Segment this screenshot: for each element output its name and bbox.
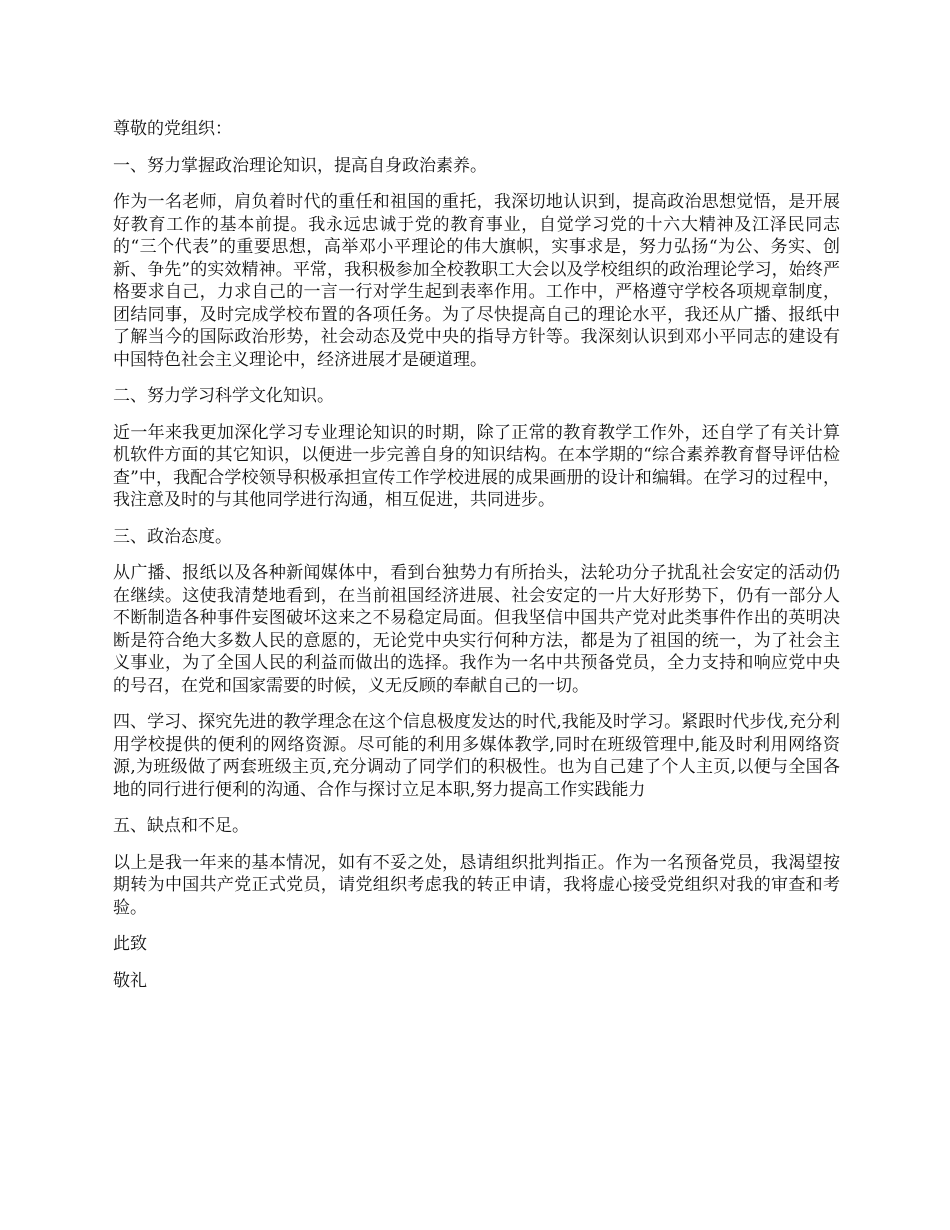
section-3-heading: 三、政治态度。 xyxy=(113,526,232,547)
closing-line-1: 此致 xyxy=(113,934,147,954)
section-3-paragraph: 从广播、报纸以及各种新闻媒体中，看到台独势力有所抬头，法轮功分子扰乱社会安定的活动仍在继续。这使我清楚地看到，在当前祖国经济进展、社会安定的一片大好形势下，仍有一部分人不断制造各种事件妄图破坏这来之不易稳定局面。但我坚信中国共产党对此类事件作出的英明决断是符合绝大多数人民的意愿的，无论党中央实行何种方法，都是为了祖国的统一，为了社会主义事业，为了全国人民的利益而做出的选择。我作为一名中共预备党员，全力支持和响应党中央的号召，在党和国家需要的时候，义无反顾的奉献自己的一切。 xyxy=(113,563,840,696)
section-2-paragraph: 近一年来我更加深化学习专业理论知识的时期，除了正常的教育教学工作外，还自学了有关计算机软件方面的其它知识，以便进一步完善自身的知识结构。在本学期的“综合素养教育督导评估检查”中，我配合学校领导积极承担宣传工作学校进展的成果画册的设计和编辑。在学习的过程中，我注意及时的与其他同学进行沟通，相互促进，共同进步。 xyxy=(113,422,840,510)
section-2-heading: 二、努力学习科学文化知识。 xyxy=(113,386,334,406)
closing-line-2: 敬礼 xyxy=(113,970,147,991)
section-5-heading: 五、缺点和不足。 xyxy=(113,816,249,836)
section-5-paragraph: 以上是我一年来的基本情况，如有不妥之处，恳请组织批判指正。作为一名预备党员，我渴望按期转为中国共产党正式党员，请党组织考虑我的转正申请，我将虚心接受党组织对我的审查和考验。 xyxy=(113,852,840,918)
document-body xyxy=(113,118,840,1006)
salutation: 尊敬的党组织： xyxy=(113,119,232,139)
section-1-heading: 一、努力掌握政治理论知识，提高自身政治素养。 xyxy=(113,155,487,176)
section-1-paragraph: 作为一名老师，肩负着时代的重任和祖国的重托，我深切地认识到，提高政治思想觉悟，是开展好教育工作的基本前提。我永远忠诚于党的教育事业，自觉学习党的十六大精神及江泽民同志的“三个代表”的重要思想，高举邓小平理论的伟大旗帜，实事求是，努力弘扬“为公、务实、创新、争先”的实效精神。平常，我积极参加全校教职工大会以及学校组织的政治理论学习，始终严格要求自己，力求自己的一言一行对学生起到表率作用。工作中，严格遵守学校各项规章制度，团结同事，及时完成学校布置的各项任务。为了尽快提高自己的理论水平，我还从广播、报纸中了解当今的国际政治形势，社会动态及党中央的指导方针等。我深刻认识到邓小平同志的建设有中国特色社会主义理论中，经济进展才是硬道理。 xyxy=(113,192,840,370)
section-4-paragraph: 四、学习、探究先进的教学理念在这个信息极度发达的时代,我能及时学习。紧跟时代步伐,充分利用学校提供的便利的网络资源。尽可能的利用多媒体教学,同时在班级管理中,能及时利用网络资源,为班级做了两套班级主页,充分调动了同学们的积极性。也为自己建了个人主页,以便与全国各地的同行进行便利的沟通、合作与探讨立足本职,努力提高工作实践能力 xyxy=(113,712,840,800)
